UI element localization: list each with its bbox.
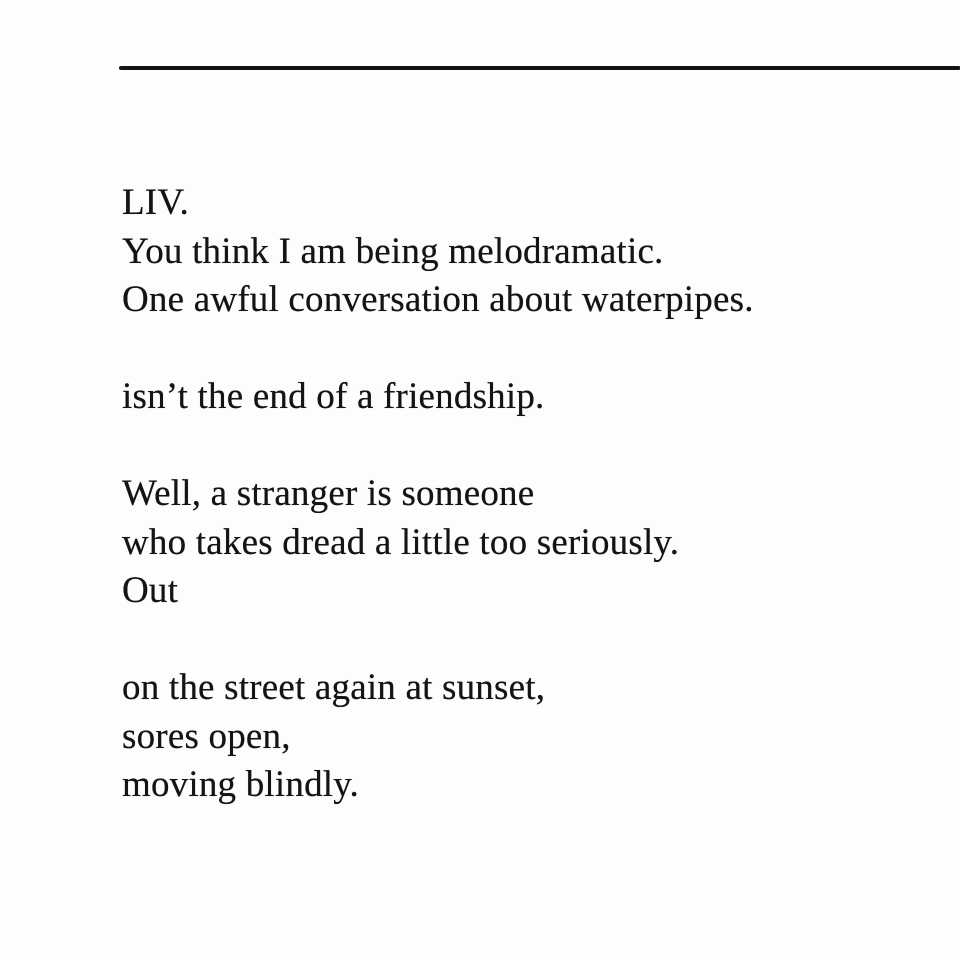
poem-section-number: LIV. [122,182,189,223]
poem-text-block [122,179,912,810]
top-divider-rule [119,66,960,70]
stanza-3 [122,470,912,616]
poem-line: Well, a stranger is someone [122,473,535,514]
poem-line: on the street again at sunset, [122,667,546,708]
poem-line: You think I am being melodramatic. [122,230,664,272]
poem-line: sores open, [122,715,291,757]
stanza-1 [122,179,912,325]
poem-line: moving blindly. [122,764,359,805]
stanza-2 [122,373,912,422]
poem-line: who takes dread a little too seriously. [122,521,680,563]
poem-line: isn’t the end of a friendship. [122,376,545,417]
poem-line: One awful conversation about waterpipes. [122,279,754,320]
poem-line: Out [122,570,179,611]
stanza-4 [122,664,912,810]
